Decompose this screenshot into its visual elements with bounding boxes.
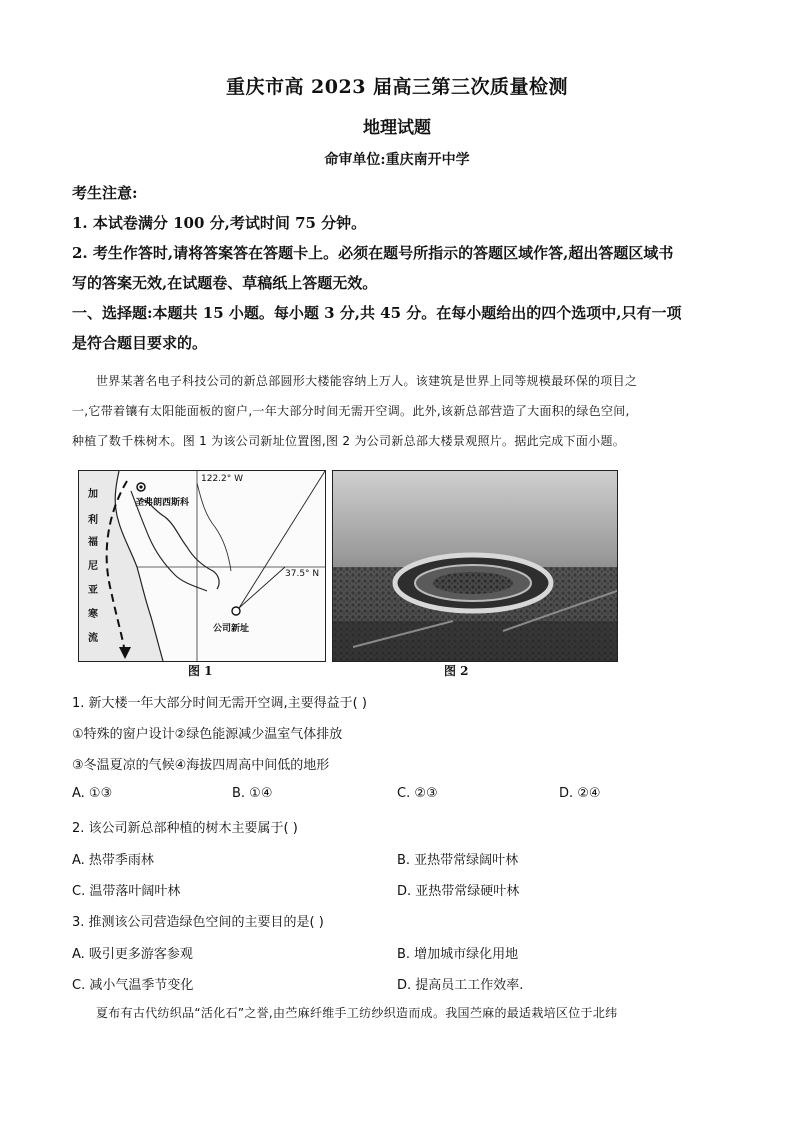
question-1-item-2: ③冬温夏凉的气候④海拔四周高中间低的地形 — [72, 758, 330, 773]
question-1-option-d[interactable]: D. ②④ — [559, 786, 601, 801]
figure-1-caption: 图 1 — [188, 664, 213, 678]
current-char-2: 利 — [88, 515, 98, 526]
question-3-option-b[interactable]: B. 增加城市绿化用地 — [397, 947, 519, 962]
question-1-option-a[interactable]: A. ①③ — [72, 786, 113, 801]
longitude-label: 122.2° W — [201, 474, 244, 484]
passage-1-line-1: 世界某著名电子科技公司的新总部圆形大楼能容纳上万人。该建筑是世界上同等规模最环保的项目之 — [96, 374, 638, 388]
question-2-option-c[interactable]: C. 温带落叶阔叶林 — [72, 884, 181, 899]
passage-1 — [72, 366, 722, 456]
question-2-stem: 2. 该公司新总部种植的树木主要属于( ) — [72, 821, 298, 836]
passage-1-line-2: 一,它带着镶有太阳能面板的窗户,一年大部分时间无需开空调。此外,该新总部营造了大面积的绿色空间, — [72, 404, 630, 418]
section-heading-line-2: 是符合题目要求的。 — [72, 334, 208, 352]
notice-item-2-line-1: 2. 考生作答时,请将答案答在答题卡上。必须在题号所指示的答题区域作答,超出答题区域书 — [72, 244, 674, 262]
question-3-option-d[interactable]: D. 提高员工工作效率. — [397, 978, 524, 993]
current-char-6: 寒 — [88, 609, 98, 620]
current-char-1: 加 — [88, 489, 98, 500]
aerial-photo-drawing — [333, 471, 617, 661]
latitude-label: 37.5° N — [285, 569, 320, 579]
current-char-4: 尼 — [88, 561, 98, 572]
question-2-option-b[interactable]: B. 亚热带常绿阔叶林 — [397, 853, 519, 868]
notice-item-2-line-2: 写的答案无效,在试题卷、草稿纸上答题无效。 — [72, 274, 378, 292]
passage-2 — [72, 998, 722, 1028]
exam-subject: 地理试题 — [363, 118, 431, 138]
question-1-option-b[interactable]: B. ①④ — [232, 786, 273, 801]
question-1-item-1: ①特殊的窗户设计②绿色能源减少温室气体排放 — [72, 727, 343, 742]
site-label: 公司新址 — [213, 624, 250, 634]
figures — [78, 470, 618, 682]
current-char-3: 福 — [88, 537, 98, 548]
section-heading-line-1: 一、选择题:本题共 15 小题。每小题 3 分,共 45 分。在每小题给出的四个选项中,只有一项 — [72, 304, 682, 322]
question-1-option-c[interactable]: C. ②③ — [397, 786, 438, 801]
exam-title: 重庆市高 2023 届高三第三次质量检测 — [225, 76, 569, 98]
notice-item-1: 1. 本试卷满分 100 分,考试时间 75 分钟。 — [72, 214, 367, 232]
exam-unit: 命审单位:重庆南开中学 — [324, 152, 470, 168]
passage-2-line-1: 夏布有古代纺织品“活化石”之誉,由苎麻纤维手工纺纱织造而成。我国苎麻的最适栽培区位于北纬 — [96, 1006, 618, 1020]
question-3-stem: 3. 推测该公司营造绿色空间的主要目的是( ) — [72, 915, 324, 930]
question-3-option-c[interactable]: C. 减小气温季节变化 — [72, 978, 194, 993]
notice-block — [72, 178, 722, 358]
figure-1-map — [78, 470, 326, 662]
current-char-7: 流 — [88, 633, 98, 644]
passage-1-line-3: 种植了数千株树木。图 1 为该公司新址位置图,图 2 为公司新总部大楼景观照片。据此完成下面小题。 — [72, 434, 626, 448]
figure-2-photo — [332, 470, 618, 662]
figure-2-caption: 图 2 — [444, 664, 469, 678]
question-2-option-d[interactable]: D. 亚热带常绿硬叶林 — [397, 884, 520, 899]
city-label: 圣弗朗西斯科 — [135, 498, 190, 508]
map-drawing — [79, 471, 325, 661]
question-3-option-a[interactable]: A. 吸引更多游客参观 — [72, 947, 193, 962]
question-1-stem: 1. 新大楼一年大部分时间无需开空调,主要得益于( ) — [72, 696, 367, 711]
question-2-option-a[interactable]: A. 热带季雨林 — [72, 853, 154, 868]
current-char-5: 亚 — [88, 585, 98, 596]
notice-heading: 考生注意: — [72, 184, 138, 202]
